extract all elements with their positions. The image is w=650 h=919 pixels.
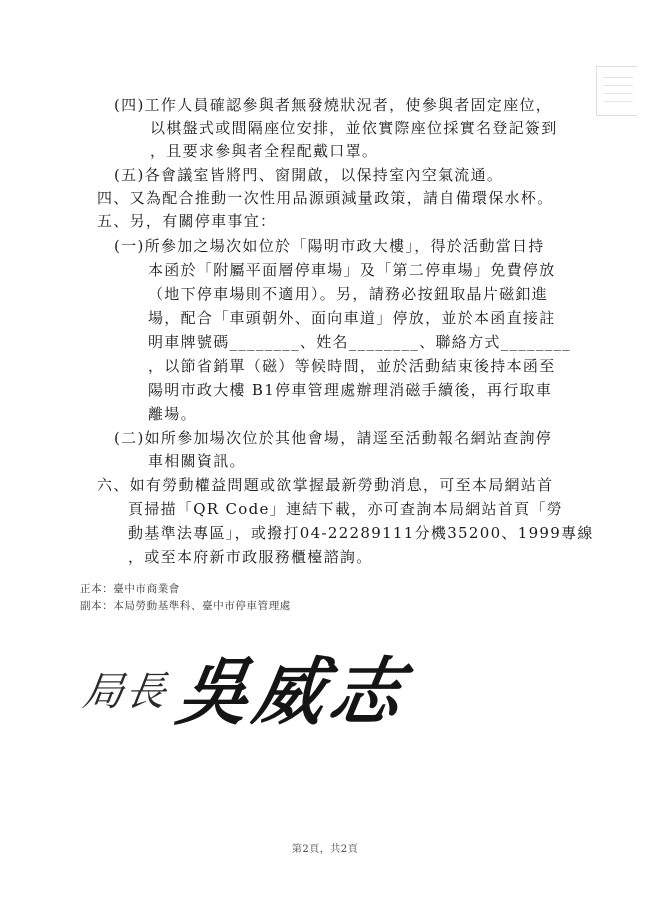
copy-recipients: 副本：本局勞動基準科、臺中市停車管理處 [80,600,291,612]
body-line: ，或至本府新市政服務櫃檯諮詢。 [128,548,373,566]
body-line: 頁掃描「QR Code」連結下載，亦可查詢本局網站首頁「勞 [128,500,564,518]
body-line: ，以節省銷單（磁）等候時間，並於活動結束後持本函至 [148,357,556,375]
body-line: 四、又為配合推動一次性用品源頭減量政策，請自備環保水杯。 [97,189,554,207]
body-line: 場，配合「車頭朝外、面向車道」停放，並於本函直接註 [148,309,556,327]
body-line: （地下停車場則不適用）。另，請務必按鈕取晶片磁釦進 [148,285,549,303]
page-number: 第2頁，共2頁 [291,844,359,855]
body-line: ，且要求參與者全程配戴口罩。 [150,142,379,160]
signature-title: 局長 [80,669,171,715]
body-line: (一)所參加之場次如位於「陽明市政大樓」，得於活動當日持 [114,237,545,255]
received-stamp-mark [596,66,637,116]
body-line: (四)工作人員確認參與者無發燒狀況者，使參與者固定座位， [114,96,553,114]
main-recipient: 正本：臺中市商業會 [80,583,180,595]
body-line: (五)各會議室皆將門、窗開啟，以保持室內空氣流通。 [114,166,504,184]
body-line: 以棋盤式或間隔座位安排，並依實際座位採實名登記簽到 [150,119,558,137]
body-line: 動基準法專區」，或撥打04-22289111分機35200、1999專線 [128,524,594,542]
body-line: 六、如有勞動權益問題或欲掌握最新勞動消息，可至本局網站首 [97,476,554,494]
body-line: 本函於「附屬平面層停車場」及「第二停車場」免費停放 [148,261,556,279]
body-line: 五、另，有關停車事宜： [97,212,277,230]
body-line: 陽明市政大樓 B1停車管理處辦理消磁手續後，再行取車 [148,381,553,399]
body-line: 車相關資訊。 [148,452,246,470]
signature-name: 吳威志 [171,648,415,736]
body-line: 明車牌號碼________、姓名________、聯絡方式________ [148,333,572,351]
body-line: 離場。 [148,405,197,423]
body-line: (二)如所參加場次位於其他會場，請逕至活動報名網站查詢停 [114,429,553,447]
